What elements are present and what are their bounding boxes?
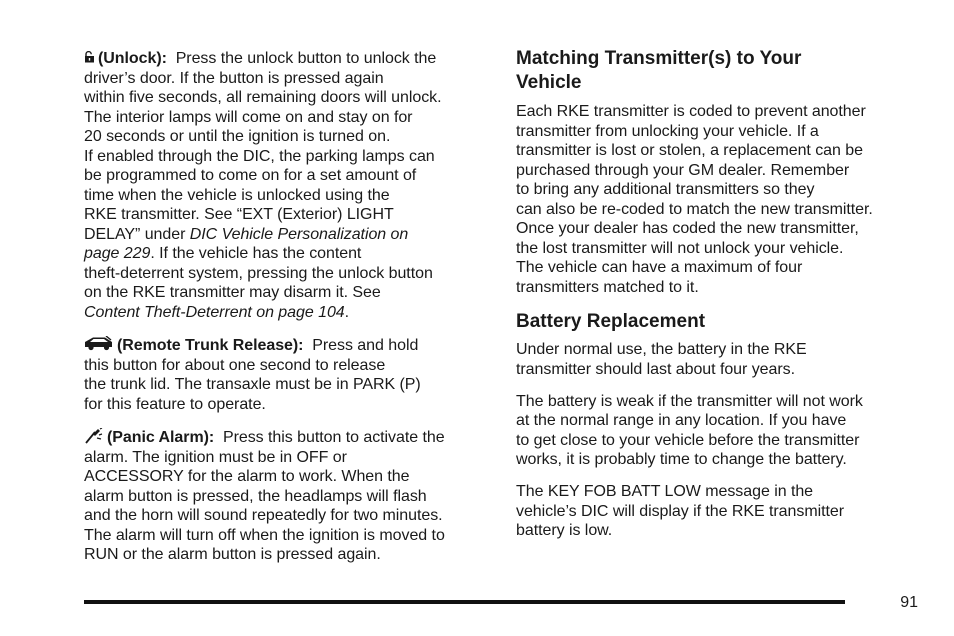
trunk-release-term: (Remote Trunk Release):	[117, 337, 304, 354]
trunk-release-icon	[84, 336, 114, 351]
page-number: 91	[900, 594, 918, 611]
footer-rule	[84, 600, 845, 604]
battery-life-paragraph: Under normal use, the battery in the RKE transmitter should last about four years.	[516, 341, 807, 378]
dic-personalization-reference: DIC Vehicle Personalization on	[189, 225, 409, 243]
matching-transmitters-paragraph: Each RKE transmitter is coded to prevent another transmitter from unlocking your vehicle. If a transmitter is lost or stolen, a replacement can be purchased through your GM dealer. Remember to bring any additional transmitters so they can also be re-coded to match the new transmitter. Once your dealer has coded the new transmitter, the lost transmitter will not unlock your vehicle. The vehicle can have a maximum of four transmitters matched to it.	[516, 103, 873, 296]
content-theft-deterrent-reference: Content Theft-Deterrent on page 104	[84, 303, 345, 321]
left-column	[84, 49, 489, 577]
panic-alarm-term: (Panic Alarm):	[107, 429, 215, 446]
battery-low-message-paragraph: The KEY FOB BATT LOW message in the vehicle’s DIC will display if the RKE transmitter battery is low.	[516, 483, 845, 539]
page-229-reference: page 229	[84, 245, 151, 262]
battery-weak-paragraph: The battery is weak if the transmitter will not work at the normal range in any location. If you have to get close to your vehicle before the transmitter works, it is probably time to change the battery.	[516, 392, 863, 468]
panic-alarm-icon	[84, 428, 104, 444]
right-column	[516, 49, 922, 553]
unlock-paragraph: (Unlock): Press the unlock button to unlock the driver’s door. If the button is pressed again within five seconds, all remaining doors will unlock. The interior lamps will come on and stay on for 20 seconds or until the ignition is turned on. If enabled through the DIC, the parking lamps can be programmed to come on for a set amount of time when the vehicle is unlocked using the RKE transmitter. See “EXT (Exterior) LIGHT DELAY” under DIC Vehicle Personalization on page 229. If the vehicle has the content theft-deterrent system, pressing the unlock button on the RKE transmitter may disarm it. See Content Theft-Deterrent on page 104.	[84, 50, 442, 321]
trunk-release-paragraph: (Remote Trunk Release): Press and hold this button for about one second to release the trunk lid. The transaxle must be in PARK (P) for this feature to operate.	[84, 337, 421, 413]
unlock-term: (Unlock):	[98, 50, 167, 67]
unlock-icon	[84, 51, 95, 63]
matching-transmitters-heading: Matching Transmitter(s) to Your Vehicle	[516, 48, 802, 93]
battery-replacement-heading: Battery Replacement	[516, 310, 706, 332]
panic-alarm-paragraph: (Panic Alarm): Press this button to activate the alarm. The ignition must be in OFF or ACCESSORY for the alarm to work. When the alarm button is pressed, the headlamps will flash and the horn will sound repeatedly for two minutes. The alarm will turn off when the ignition is moved to RUN or the alarm button is pressed again.	[84, 429, 445, 563]
